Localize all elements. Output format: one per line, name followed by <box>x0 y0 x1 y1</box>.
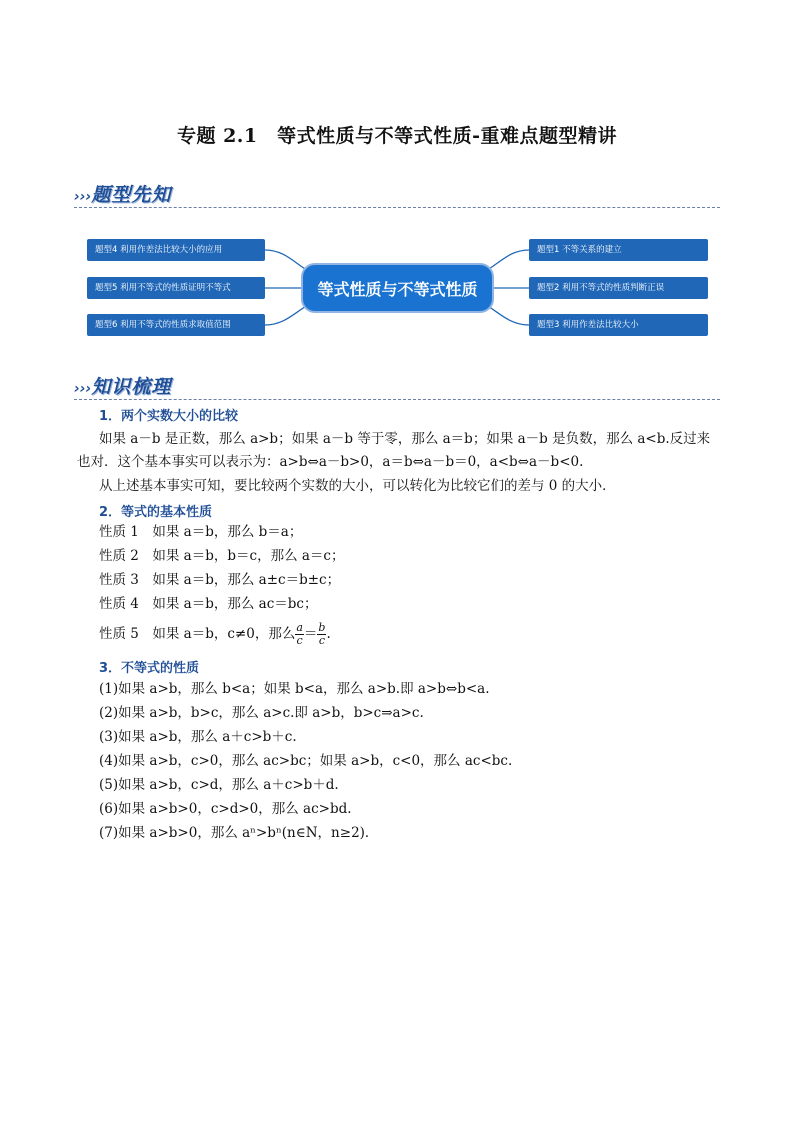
subheading-inequality: 3．不等式的性质 <box>99 661 200 676</box>
section-label: 知识梳理 <box>91 376 172 398</box>
inequality-property-6: (6)如果 a>b>0，c>d>0，那么 ac>bd. <box>99 801 352 817</box>
subheading-comparison: 1．两个实数大小的比较 <box>99 409 239 424</box>
section-header-knowledge <box>74 372 171 399</box>
mindmap-node-type3: 题型3 利用作差法比较大小 <box>529 314 708 336</box>
mindmap-node-type1: 题型1 不等关系的建立 <box>529 239 708 261</box>
equality-property-5 <box>99 622 331 647</box>
equality-property-2: 性质 2 如果 a＝b，b＝c，那么 a＝c； <box>99 548 345 564</box>
section-label: 题型先知 <box>91 184 172 206</box>
equality-property-3: 性质 3 如果 a＝b，那么 a±c＝b±c； <box>99 572 341 588</box>
mindmap-node-type5: 题型5 利用不等式的性质证明不等式 <box>87 277 265 299</box>
mindmap-node-type6: 题型6 利用不等式的性质求取值范围 <box>87 314 265 336</box>
property-5-text: 性质 5 如果 a＝b，c≠0，那么 <box>99 626 296 642</box>
inequality-property-5: (5)如果 a>b，c>d，那么 a＋c>b＋d. <box>99 777 339 793</box>
section-arrows: ››› <box>74 381 92 397</box>
inequality-property-2: (2)如果 a>b，b>c，那么 a>c.即 a>b，b>c⇒a>c. <box>99 705 424 721</box>
inequality-property-3: (3)如果 a>b，那么 a＋c>b＋c. <box>99 729 297 745</box>
paragraph-comparison: 如果 a－b 是正数，那么 a>b；如果 a－b 等于零，那么 a＝b；如果 a－b 是负数，那么 a<b.反过来也对．这个基本事实可以表示为：a>b⇔a－b>0，a＝b⇔a－b＝0，a<b⇔a－b<0. <box>77 431 711 470</box>
page-title: 专题 2.1 等式性质与不等式性质-重难点题型精讲 <box>176 125 618 147</box>
fraction-a-over-c <box>295 622 304 647</box>
period: . <box>326 626 331 642</box>
inequality-property-1: (1)如果 a>b，那么 b<a；如果 b<a，那么 a>b.即 a>b⇔b<a. <box>99 681 490 697</box>
inequality-property-4: (4)如果 a>b，c>0，那么 ac>bc；如果 a>b，c<0，那么 ac<bc. <box>99 753 513 769</box>
inequality-property-7: (7)如果 a>b>0，那么 aⁿ>bⁿ(n∈N，n≥2)． <box>99 825 379 841</box>
section-divider <box>74 399 720 400</box>
equality-property-4: 性质 4 如果 a＝b，那么 ac＝bc； <box>99 596 318 612</box>
fraction-numerator: b <box>318 621 326 634</box>
mindmap-node-type4: 题型4 利用作差法比较大小的应用 <box>87 239 265 261</box>
subheading-equality: 2．等式的基本性质 <box>99 505 213 520</box>
mindmap-center-node: 等式性质与不等式性质 <box>301 263 494 313</box>
equals-sign: ＝ <box>303 626 318 642</box>
mindmap-node-type2: 题型2 利用不等式的性质判断正误 <box>529 277 708 299</box>
fraction-denominator: c <box>318 634 325 647</box>
fraction-numerator: a <box>296 621 303 634</box>
equality-property-1: 性质 1 如果 a＝b，那么 b＝a； <box>99 524 303 540</box>
section-arrows: ››› <box>74 189 92 205</box>
paragraph-conclusion: 从上述基本事实可知，要比较两个实数的大小，可以转化为比较它们的差与 0 的大小． <box>99 478 616 494</box>
fraction-denominator: c <box>296 634 303 647</box>
